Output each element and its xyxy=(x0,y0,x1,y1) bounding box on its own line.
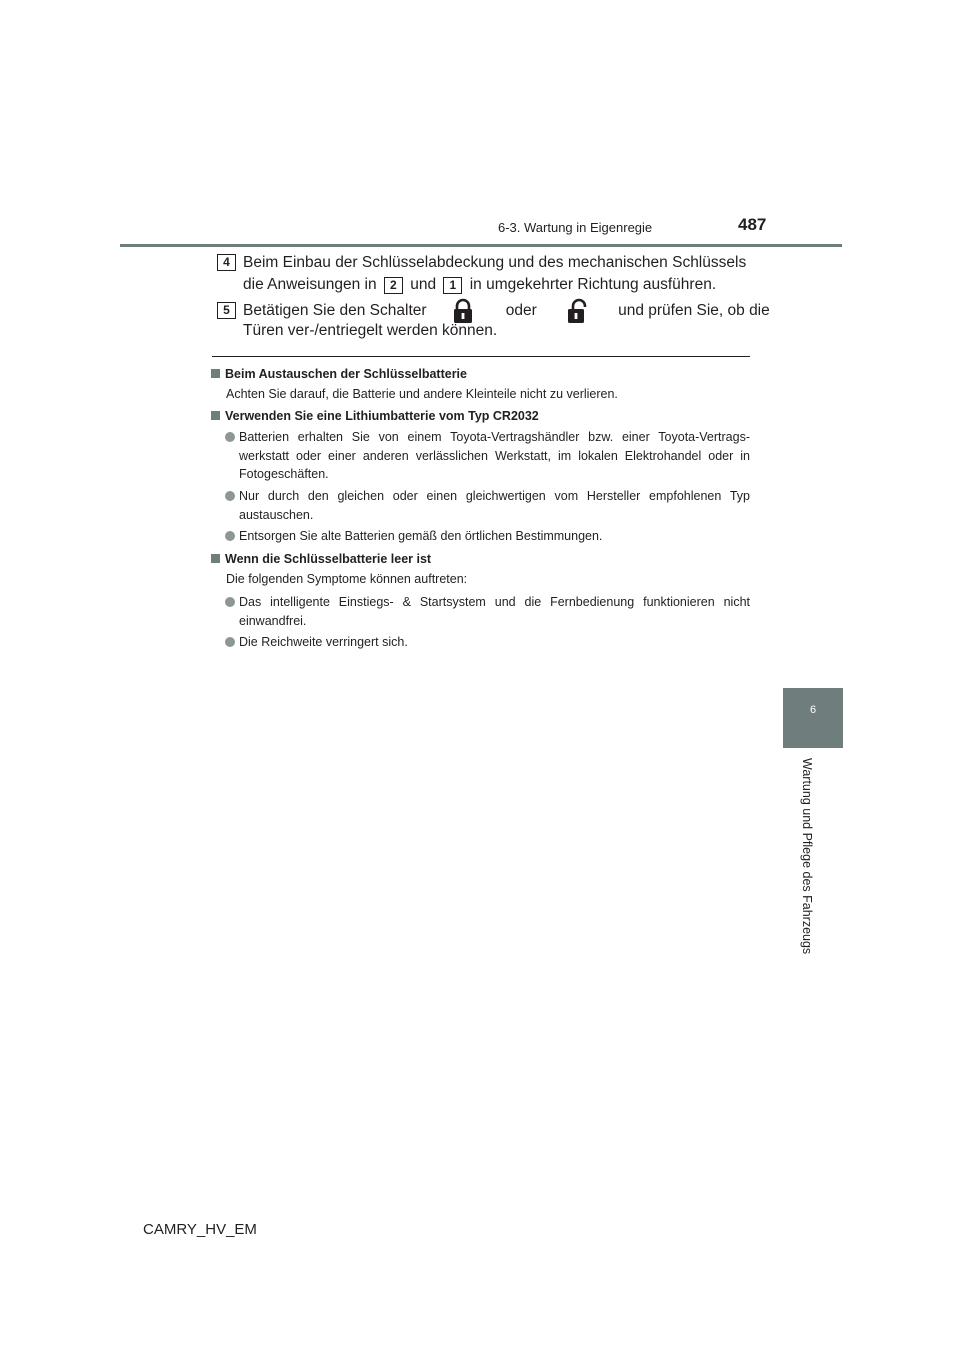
list-item xyxy=(239,527,750,546)
step-4-line-2 xyxy=(243,274,716,296)
list-item-text: Die Reichweite verringert sich. xyxy=(239,635,408,649)
note-text: Achten Sie darauf, die Batterie und andere Kleinteile nicht zu verlieren. xyxy=(226,387,618,401)
step-reference-badge: 2 xyxy=(384,277,403,294)
header-divider xyxy=(120,244,842,247)
list-item-text: Das intelligente Einstiegs- & Startsystem und die Fernbedienung funktionieren nicht einwandfrei. xyxy=(239,595,750,628)
note-heading-text: Beim Austauschen der Schlüsselbatterie xyxy=(225,367,467,381)
note-text: Die folgenden Symptome können auftreten: xyxy=(226,572,468,586)
circle-bullet-icon xyxy=(225,531,235,541)
list-item-text: Entsorgen Sie alte Batterien gemäß den örtlichen Bestimmungen. xyxy=(239,529,603,543)
square-bullet-icon xyxy=(211,554,220,563)
chapter-title: Wartung und Pflege des Fahrzeugs xyxy=(800,758,814,955)
square-bullet-icon xyxy=(211,369,220,378)
chapter-number: 6 xyxy=(809,704,817,716)
circle-bullet-icon xyxy=(225,491,235,501)
list-item-text: Nur durch den gleichen oder einen gleichwertigen vom Hersteller empfohlenen Typ austauschen. xyxy=(239,489,750,522)
step-reference-badge: 1 xyxy=(443,277,462,294)
note-heading xyxy=(211,365,467,383)
square-bullet-icon xyxy=(211,411,220,420)
lock-open-icon xyxy=(565,298,593,324)
step-4-line-1: Beim Einbau der Schlüsselabdeckung und des mechanischen Schlüssels xyxy=(243,254,747,271)
note-heading xyxy=(211,407,539,425)
page-number: 487 xyxy=(738,215,767,234)
list-item xyxy=(239,428,750,484)
step-5-text-mid: oder xyxy=(505,302,537,319)
document-id: CAMRY_HV_EM xyxy=(143,1221,257,1238)
note-heading-text: Verwenden Sie eine Lithiumbatterie vom Typ CR2032 xyxy=(225,409,539,423)
circle-bullet-icon xyxy=(225,597,235,607)
step-5-text-suffix: und prüfen Sie, ob die xyxy=(618,302,770,319)
step-4-text-suffix: in umgekehrter Richtung ausführen. xyxy=(469,276,717,293)
step-4-text-mid: und xyxy=(410,276,437,293)
chapter-tab xyxy=(783,688,843,748)
notes-divider xyxy=(212,356,750,357)
list-item xyxy=(239,593,750,630)
step-5-line-2: Türen ver-/entriegelt werden können. xyxy=(243,322,498,339)
step-4-text-prefix: die Anweisungen in xyxy=(243,276,377,293)
section-title: 6-3. Wartung in Eigenregie xyxy=(498,220,653,235)
note-heading xyxy=(211,550,431,568)
note-heading-text: Wenn die Schlüsselbatterie leer ist xyxy=(225,552,432,566)
list-item xyxy=(239,633,750,652)
step-number-badge: 4 xyxy=(217,254,236,271)
list-item-text: Batterien erhalten Sie von einem Toyota-Vertragshändler bzw. einer Toyota-Vertrags-werkstatt oder einer anderen verlässlichen Werkstatt, im lokalen Elektrohandel oder in Fotogeschäften. xyxy=(239,430,750,481)
list-item xyxy=(239,487,750,524)
circle-bullet-icon xyxy=(225,432,235,442)
step-number-badge: 5 xyxy=(217,302,236,319)
step-5-text-prefix: Betätigen Sie den Schalter xyxy=(243,302,427,319)
circle-bullet-icon xyxy=(225,637,235,647)
